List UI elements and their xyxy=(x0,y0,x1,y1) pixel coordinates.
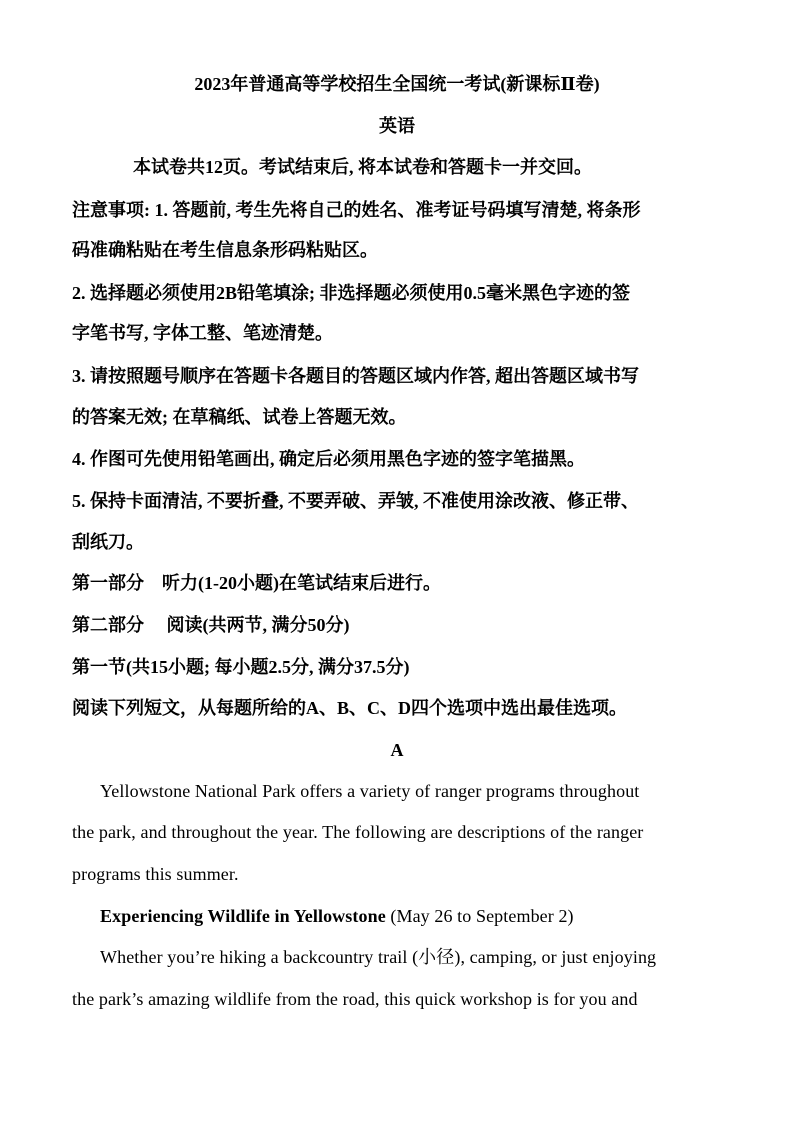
exam-title: 2023年普通高等学校招生全国统一考试(新课标Ⅱ卷) xyxy=(194,74,600,94)
notes-line-1: 注意事项: 1. 答题前, 考生先将自己的姓名、准考证号码填写清楚, 将条形 xyxy=(72,200,641,220)
notes-line-4: 字笔书写, 字体工整、笔迹清楚。 xyxy=(72,323,333,343)
program-dates: (May 26 to September 2) xyxy=(385,906,574,926)
passage-label: A xyxy=(390,740,404,760)
passage-paragraph-1-line-3: programs this summer. xyxy=(72,864,239,884)
notes-line-5: 3. 请按照题号顺序在答题卡各题目的答题区域内作答, 超出答题区域书写 xyxy=(72,366,639,386)
exam-subject: 英语 xyxy=(379,116,415,136)
reading-instruction: 阅读下列短文，从每题所给的A、B、C、D四个选项中选出最佳选项。 xyxy=(72,698,627,718)
passage-paragraph-1-line-1: Yellowstone National Park offers a variety of ranger programs throughout xyxy=(100,781,640,801)
notes-line-9: 刮纸刀。 xyxy=(72,532,144,552)
passage-paragraph-1-line-2: the park, and throughout the year. The following are descriptions of the ranger xyxy=(72,822,644,842)
notes-line-6: 的答案无效; 在草稿纸、试卷上答题无效。 xyxy=(72,407,407,427)
passage-paragraph-2-line-1: Whether you’re hiking a backcountry trail (小径), camping, or just enjoying xyxy=(100,947,657,967)
passage-paragraph-2-line-2: the park’s amazing wildlife from the road, this quick workshop is for you and xyxy=(72,989,638,1009)
part-one-heading: 第一部分 听力(1-20小题)在笔试结束后进行。 xyxy=(72,573,441,593)
program-title: Experiencing Wildlife in Yellowstone xyxy=(100,906,386,926)
notes-line-2: 码准确粘贴在考生信息条形码粘贴区。 xyxy=(72,240,378,260)
exam-intro: 本试卷共12页。考试结束后, 将本试卷和答题卡一并交回。 xyxy=(133,157,592,177)
part-two-heading: 第二部分 阅读(共两节, 满分50分) xyxy=(72,615,350,635)
notes-line-3: 2. 选择题必须使用2B铅笔填涂; 非选择题必须使用0.5毫米黑色字迹的签 xyxy=(72,283,630,303)
notes-line-8: 5. 保持卡面清洁, 不要折叠, 不要弄破、弄皱, 不准使用涂改液、修正带、 xyxy=(72,491,639,511)
section-one-heading: 第一节(共15小题; 每小题2.5分, 满分37.5分) xyxy=(72,657,410,677)
program-heading xyxy=(100,904,574,928)
notes-line-7: 4. 作图可先使用铅笔画出, 确定后必须用黑色字迹的签字笔描黑。 xyxy=(72,449,585,469)
